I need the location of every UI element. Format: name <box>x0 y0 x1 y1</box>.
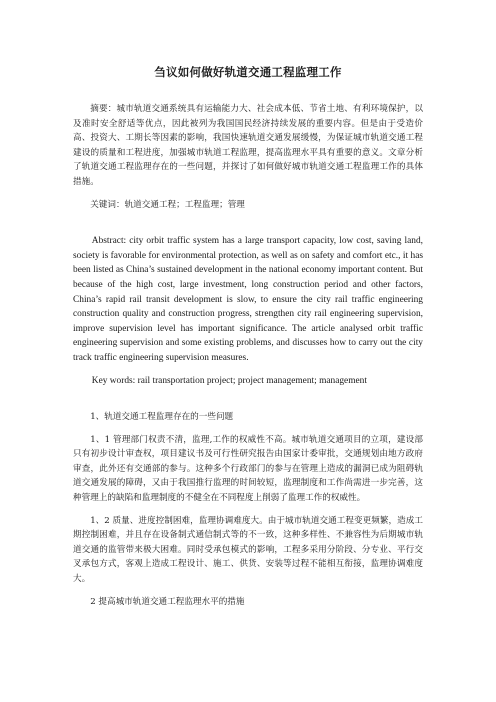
english-keywords: Key words: rail transportation project; project management; management <box>91 375 367 386</box>
paragraph-1-1: 1、1 管理部门权责不清，监理,工作的权威性不高。城市轨道交通项目的立项，建设部只有初步设计审查权，项目建议书及可行性研究报告由国家计委审批，交通规划由地方政府审查，此外还有交通部的参与。这种多个行政部门的参与在管理上造成的漏洞已成为阻碍轨道交通发展的障碍，又由于我国推行监理的时间较短，监理制度和工作尚需进一步完善，这种管理上的缺陷和监理制度的不健全在不同程度上削弱了监理工作的权威性。 <box>73 434 423 504</box>
section-2-heading: 2 提高城市轨道交通工程监理水平的措施 <box>90 596 245 607</box>
chinese-keywords: 关键词：轨道交通工程；工程监理；管理 <box>90 199 245 210</box>
section-1-heading: 1、轨道交通工程监理存在的一些问题 <box>90 412 234 423</box>
paragraph-1-2: 1、2 质量、进度控制困难，监理协调难度大。由于城市轨道交通工程变更频繁，造成工期控制困难，并且存在设备制式通信制式等的不一致，这种多样性、不兼容性为后期城市轨道交通的监管带来极大困难。同时受承包模式的影响，工程多采用分阶段、分专业、平行交叉承包方式，客观上造成工程设计、施工、供货、安装等过程不能相互衔接，监理协调难度大。 <box>73 515 423 585</box>
english-abstract: Abstract: city orbit traffic system has a large transport capacity, low cost, saving land, society is favorable for environmental protection, as well as on safety and comfort etc., it has been listed as China’s sustained development in the national economy important content. But because of the high cost, large investment, long construction period and other factors, China’s rapid rail transit development is slow, to ensure the city rail traffic engineering construction quality and construction progress, strengthen city rail engineering supervision, improve supervision level has important significance. The article analysed orbit traffic engineering supervision and some existing problems, and discusses how to carry out the city track traffic engineering supervision measures. <box>73 236 423 363</box>
document-title: 刍议如何做好轨道交通工程监理工作 <box>154 65 342 79</box>
chinese-abstract: 摘要：城市轨道交通系统具有运输能力大、社会成本低、节省土地、有利环境保护，以及准时安全舒适等优点，因此被列为我国国民经济持续发展的重要内容。但是由于受造价高、投资大、工期长等因素的影响，我国快速轨道交通发展缓慢，为保证城市轨道交通工程建设的质量和工程进度，加强城市轨道工程监理，提高监理水平具有重要的意义。文章分析了轨道交通工程监理存在的一些问题，并探讨了如何做好城市轨道交通工程监理工作的具体措施。 <box>73 104 423 187</box>
